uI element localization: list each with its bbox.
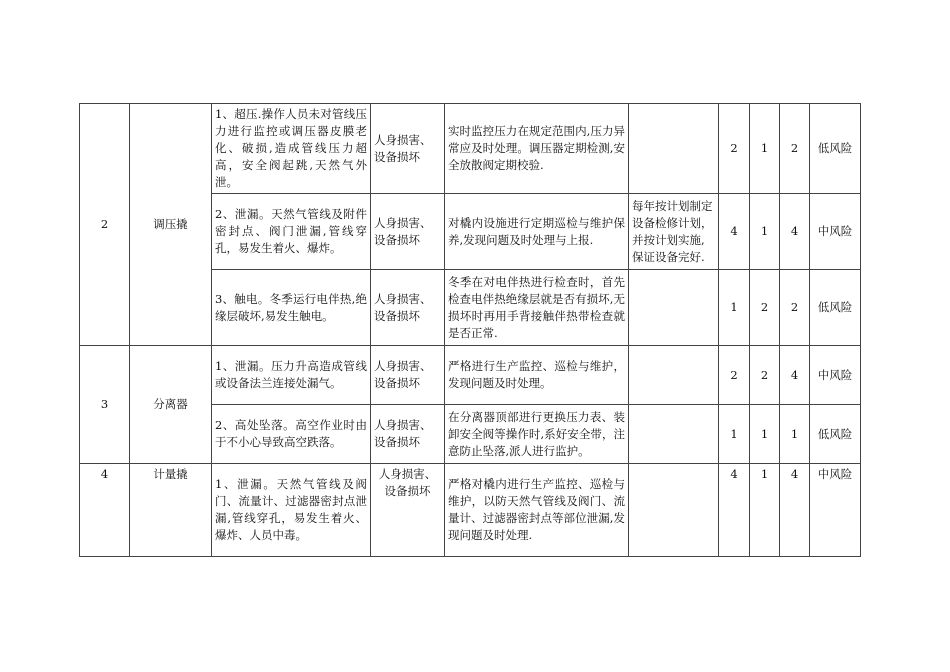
severity-value: 1 [750, 464, 780, 557]
risk-level: 低风险 [810, 104, 861, 194]
control-measures: 在分离器顶部进行更换压力表、装卸安全阀等操作时,系好安全带，注意防止坠落,派人进行监护。 [445, 405, 629, 464]
consequence: 人身损害、设备损坏 [371, 464, 445, 557]
hazard-description: 2、泄漏。天然气管线及附件密封点、阀门泄漏,管线穿孔，易发生着火、爆炸。 [212, 194, 371, 270]
management-measure-empty [629, 270, 719, 346]
likelihood-value: 1 [719, 405, 750, 464]
risk-level: 中风险 [810, 464, 861, 557]
table-row [80, 346, 861, 405]
likelihood-value: 4 [719, 464, 750, 557]
unit-name: 调压撬 [130, 104, 212, 346]
control-measures: 对橇内设施进行定期巡检与维护保养,发现问题及时处理与上报. [445, 194, 629, 270]
severity-value: 2 [750, 270, 780, 346]
control-measures: 冬季在对电伴热进行检查时，首先检查电伴热绝缘层就是否有损坏,无损坏时再用手背接触伴热带检查就是否正常. [445, 270, 629, 346]
risk-assessment-table [79, 103, 861, 557]
consequence: 人身损害、设备损坏 [371, 405, 445, 464]
hazard-description: 2、高处坠落。高空作业时由于不小心导致高空跌落。 [212, 405, 371, 464]
risk-level: 中风险 [810, 346, 861, 405]
likelihood-value: 1 [719, 270, 750, 346]
risk-level: 低风险 [810, 405, 861, 464]
consequence: 人身损害、设备损坏 [371, 194, 445, 270]
unit-number: 2 [80, 104, 130, 346]
risk-level: 低风险 [810, 270, 861, 346]
severity-value: 2 [750, 346, 780, 405]
hazard-description: 3、触电。冬季运行电伴热,绝缘层破坏,易发生触电。 [212, 270, 371, 346]
risk-value: 4 [780, 194, 810, 270]
control-measures: 实时监控压力在规定范围内,压力异常应及时处理。调压器定期检测,安全放散阀定期校验. [445, 104, 629, 194]
management-measure: 每年按计划制定设备检修计划，并按计划实施,保证设备完好. [629, 194, 719, 270]
severity-value: 1 [750, 405, 780, 464]
management-measure-empty [629, 405, 719, 464]
hazard-description: 1、泄漏。压力升高造成管线或设备法兰连接处漏气。 [212, 346, 371, 405]
risk-value: 2 [780, 104, 810, 194]
severity-value: 1 [750, 104, 780, 194]
unit-number: 3 [80, 346, 130, 464]
likelihood-value: 2 [719, 104, 750, 194]
consequence: 人身损害、设备损坏 [371, 104, 445, 194]
control-measures: 严格进行生产监控、巡检与维护，发现问题及时处理。 [445, 346, 629, 405]
risk-value: 1 [780, 405, 810, 464]
unit-name: 分离器 [130, 346, 212, 464]
severity-value: 1 [750, 194, 780, 270]
table-row [80, 104, 861, 194]
risk-level: 中风险 [810, 194, 861, 270]
likelihood-value: 2 [719, 346, 750, 405]
management-measure-empty [629, 464, 719, 557]
hazard-description: 1、超压.操作人员未对管线压力进行监控或调压器皮膜老化、破损,造成管线压力超高，安全阀起跳,天然气外泄。 [212, 104, 371, 194]
risk-value: 2 [780, 270, 810, 346]
management-measure-empty [629, 346, 719, 405]
risk-value: 4 [780, 346, 810, 405]
unit-number: 4 [80, 464, 130, 557]
management-measure-empty [629, 104, 719, 194]
unit-name: 计量撬 [130, 464, 212, 557]
consequence: 人身损害、设备损坏 [371, 270, 445, 346]
likelihood-value: 4 [719, 194, 750, 270]
hazard-description: 1、泄漏。天然气管线及阀门、流量计、过滤器密封点泄漏,管线穿孔，易发生着火、爆炸、人员中毒。 [212, 464, 371, 557]
table-row [80, 464, 861, 557]
risk-value: 4 [780, 464, 810, 557]
control-measures: 严格对橇内进行生产监控、巡检与维护，以防天然气管线及阀门、流量计、过滤器密封点等部位泄漏,发现问题及时处理. [445, 464, 629, 557]
consequence: 人身损害、设备损坏 [371, 346, 445, 405]
